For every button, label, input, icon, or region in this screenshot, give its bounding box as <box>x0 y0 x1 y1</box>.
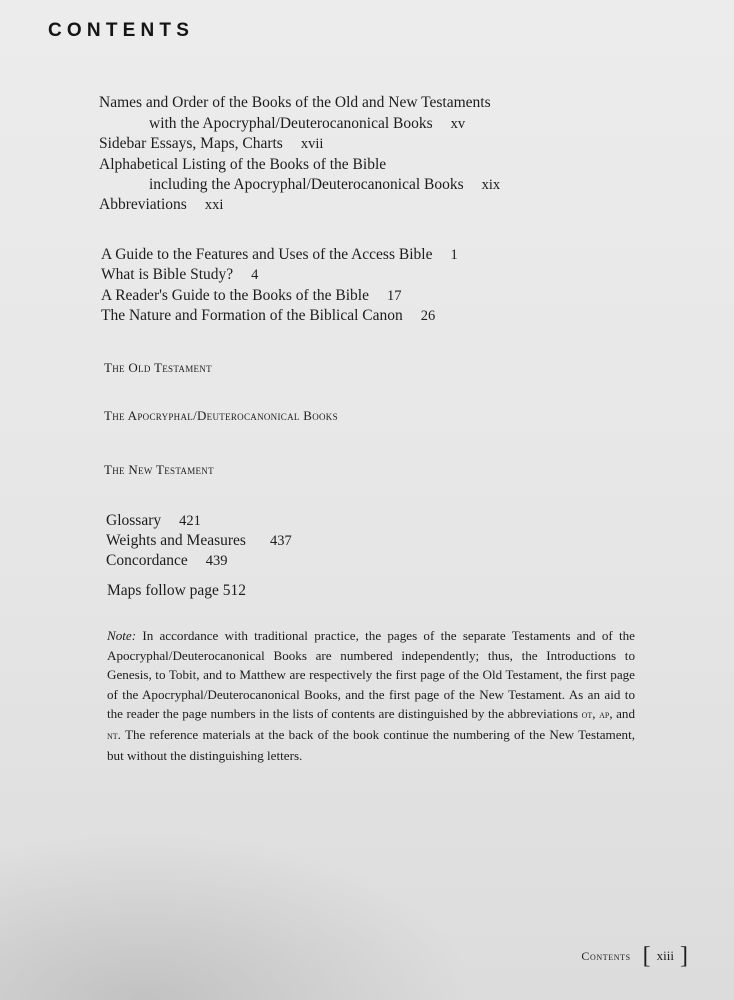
page-footer <box>581 944 688 968</box>
toc-entry <box>106 512 201 530</box>
toc-entry-page: 17 <box>386 288 402 304</box>
toc-entry-title: A Reader's Guide to the Books of the Bible <box>101 287 369 304</box>
running-head: Contents <box>581 948 631 963</box>
toc-entry <box>99 94 491 112</box>
toc-entry-title: Glossary <box>106 512 162 529</box>
page-heading: CONTENTS <box>48 20 195 41</box>
toc-entry <box>106 532 292 550</box>
toc-entry <box>101 266 258 284</box>
toc-entry-page: 1 <box>450 247 458 263</box>
page-number: xiii <box>656 948 674 963</box>
bracket-close: ] <box>680 943 688 969</box>
note-sep: , <box>592 706 596 722</box>
toc-entry-page: xix <box>481 177 501 193</box>
toc-entry-title: What is Bible Study? <box>101 266 234 283</box>
toc-entry-page: xxi <box>204 197 224 213</box>
toc-entry-page: 4 <box>251 267 259 283</box>
toc-entry-page: 26 <box>420 308 436 324</box>
toc-entry-title: A Guide to the Features and Uses of the Access Bible <box>101 246 433 263</box>
toc-entry <box>99 196 223 214</box>
toc-entry <box>106 552 228 570</box>
toc-entry-title: Alphabetical Listing of the Books of the Bible <box>99 156 387 173</box>
section-heading: The New Testament <box>104 462 214 477</box>
abbr-nt: nt <box>107 727 118 742</box>
toc-entry-title: with the Apocryphal/Deuterocanonical Books <box>149 115 433 132</box>
maps-line: Maps follow page 512 <box>107 582 247 599</box>
toc-entry-page: 439 <box>205 553 228 569</box>
page-shadow <box>0 830 480 1000</box>
note-paragraph <box>107 626 635 765</box>
toc-entry <box>101 307 435 325</box>
abbr-ap: ap <box>599 707 610 722</box>
toc-entry-title: The Nature and Formation of the Biblical Canon <box>101 307 403 324</box>
toc-entry-page: 421 <box>179 513 201 529</box>
toc-entry <box>149 115 465 133</box>
note-label: Note: <box>107 628 137 643</box>
toc-entry-title: Sidebar Essays, Maps, Charts <box>99 135 283 152</box>
toc-entry <box>101 246 458 264</box>
toc-entry-title: Weights and Measures <box>106 532 246 549</box>
toc-entry-page: 437 <box>269 533 292 549</box>
abbr-ot: ot <box>581 707 593 722</box>
section-heading: The Apocryphal/Deuterocanonical Books <box>104 408 338 423</box>
toc-entry <box>101 287 401 305</box>
toc-entry-page: xvii <box>300 136 324 152</box>
bracket-open: [ <box>642 943 651 969</box>
toc-entry-title: Names and Order of the Books of the Old and New Testaments <box>99 94 491 111</box>
toc-entry-title: Concordance <box>106 552 188 569</box>
note-text: . The reference materials at the back of the book continue the numbering of the New Testament, but without the distinguishing letters. <box>107 726 635 763</box>
note-sep: , and <box>609 706 636 722</box>
toc-entry-title: Abbreviations <box>99 196 187 213</box>
toc-entry <box>149 176 500 194</box>
toc-entry-title: including the Apocryphal/Deuterocanonical Books <box>149 176 464 193</box>
section-heading: The Old Testament <box>104 360 212 375</box>
toc-entry-page: xv <box>450 116 466 132</box>
note-text: In accordance with traditional practice, the pages of the separate Testaments and of the Apocryphal/Deuterocanonical Books are numbered independently; thus, the Introductions to Genesis, to Tobit, and to Matthew are respectively the first page of the Old Testament, the first page of the Apocryphal/Deuterocanonical Books, and the first page of the New Testament. As an aid to the reader the page numbers in the lists of contents are distinguished by the abbreviations <box>107 628 635 722</box>
toc-entry <box>99 135 323 153</box>
toc-entry <box>99 156 386 174</box>
